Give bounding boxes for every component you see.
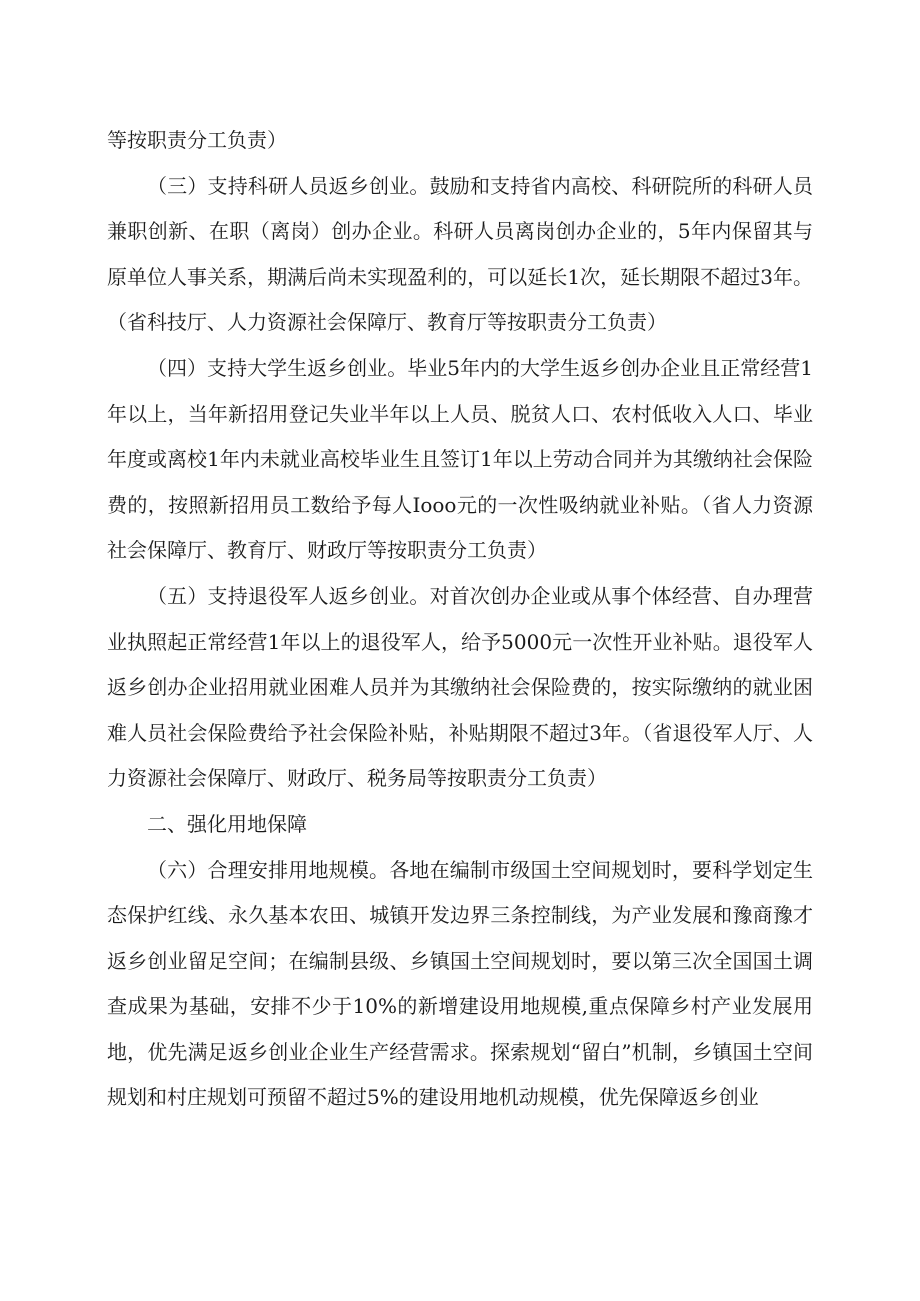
section-heading-land: 二、强化用地保障 bbox=[147, 811, 307, 836]
paragraph-land-scale: （六）合理安排用地规模。各地在编制市级国土空间规划时，要科学划定生态保护红线、永久基本农田、城镇开发边界三条控制线，为产业发展和豫商豫才返乡创业留足空间；在编制县级、乡镇国土空间规划时，要以第三次全国国土调查成果为基础，安排不少于10%的新增建设用地规模,重点保障乡村产业发展用地，优先满足返乡创业企业生产经营需求。探索规划“留白”机制，乡镇国土空间规划和村庄规划可预留不超过5%的建设用地机动规模，优先保障返乡创业 bbox=[107, 857, 813, 1110]
paragraph-continuation: 等按职责分工负责） bbox=[107, 128, 287, 152]
paragraph-veterans: （五）支持退役军人返乡创业。对首次创办企业或从事个体经营、自办理营业执照起正常经营1年以上的退役军人，给予5000元一次性开业补贴。退役军人返乡创办企业招用就业困难人员并为其缴纳社会保险费的，按实际缴纳的就业困难人员社会保险费给予社会保险补贴，补贴期限不超过3年。（省退役军人厅、人力资源社会保障厅、财政厅、税务局等按职责分工负责） bbox=[107, 583, 813, 791]
paragraph-researchers: （三）支持科研人员返乡创业。鼓励和支持省内高校、科研院所的科研人员兼职创新、在职（离岗）创办企业。科研人员离岗创办企业的，5年内保留其与原单位人事关系，期满后尚未实现盈利的，可以延长1次，延长期限不超过3年。（省科技厅、人力资源社会保障厅、教育厅等按职责分工负责） bbox=[107, 173, 813, 335]
document-page bbox=[107, 118, 813, 1121]
paragraph-graduates: （四）支持大学生返乡创业。毕业5年内的大学生返乡创办企业且正常经营1年以上，当年新招用登记失业半年以上人员、脱贫人口、农村低收入人口、毕业年度或离校1年内未就业高校毕业生且签订1年以上劳动合同并为其缴纳社会保险费的，按照新招用员工数给予每人Iooo元的一次性吸纳就业补贴。（省人力资源社会保障厅、教育厅、财政厅等按职责分工负责） bbox=[107, 355, 813, 563]
